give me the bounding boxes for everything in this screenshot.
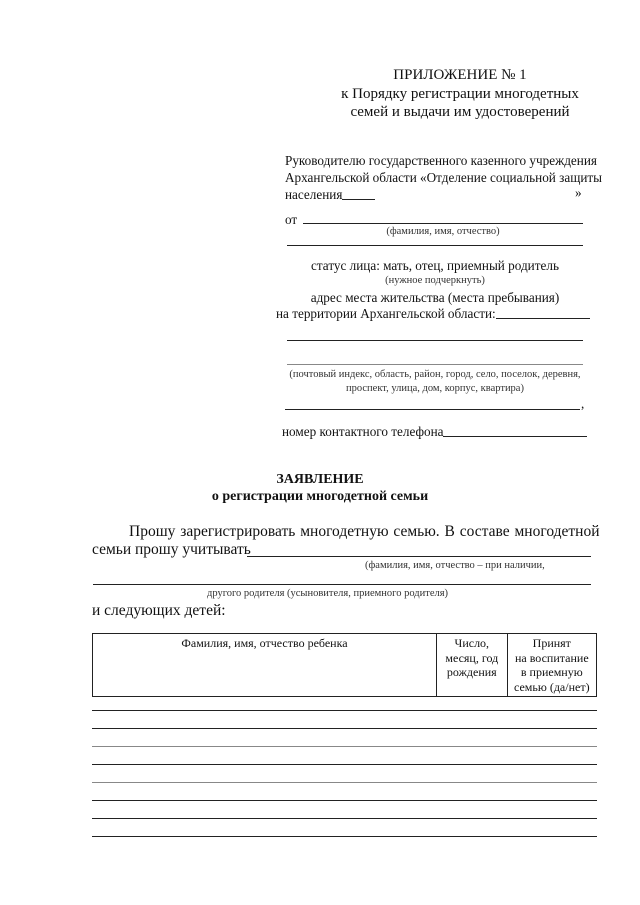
body-line-1: Прошу зарегистрировать многодетную семью. В составе многодетной: [129, 523, 600, 540]
header-foster-line-4: семью (да/нет): [514, 679, 590, 694]
body-hint-1: (фамилия, имя, отчество – при наличии,: [365, 560, 545, 571]
child-entry-line[interactable]: [92, 710, 597, 711]
phone-label: номер контактного телефона: [282, 424, 444, 439]
body-line-3: и следующих детей:: [92, 602, 226, 619]
header-full-name: Фамилия, имя, отчество ребенка: [93, 634, 437, 697]
appendix-line-3: семей и выдачи им удостоверений: [350, 104, 570, 120]
address-field-1[interactable]: [496, 318, 590, 319]
status-text: статус лица: мать, отец, приемный родитель: [311, 258, 559, 273]
header-foster: [507, 634, 596, 697]
appendix-line-2: к Порядку регистрации многодетных: [341, 86, 579, 102]
address-line-1: адрес места жительства (места пребывания): [310, 290, 560, 305]
address-field-2[interactable]: [287, 340, 583, 341]
header-foster-line-3: в приемную: [520, 665, 583, 679]
from-label: от: [285, 212, 298, 227]
header-birth-date-line-3: рождения: [446, 665, 497, 679]
phone-field[interactable]: [443, 436, 587, 437]
address-line-2: на территории Архангельской области:: [276, 306, 496, 321]
child-entry-line[interactable]: [92, 764, 597, 765]
address-field-3[interactable]: [287, 364, 583, 365]
address-hint-1: (почтовый индекс, область, район, город, село, поселок, деревня,: [289, 369, 581, 380]
header-birth-date-line-1: Число,: [454, 636, 490, 650]
family-member-field-1[interactable]: [247, 556, 591, 557]
department-name-blank[interactable]: [342, 199, 375, 200]
child-entry-line[interactable]: [92, 836, 597, 837]
addressee-line-3-suffix: »: [575, 185, 582, 200]
from-name-field[interactable]: [303, 223, 583, 224]
from-hint: (фамилия, имя, отчество): [386, 226, 500, 237]
addressee-line-2: Архангельской области «Отделение социальной защиты: [285, 170, 603, 185]
appendix-title: ПРИЛОЖЕНИЕ № 1: [393, 67, 527, 83]
header-foster-line-1: Принят: [532, 636, 571, 650]
table-header-row: [93, 634, 597, 697]
family-member-field-2[interactable]: [93, 584, 591, 585]
child-entry-line[interactable]: [92, 746, 597, 747]
address-hint-2: проспект, улица, дом, корпус, квартира): [346, 383, 524, 394]
address-comma: ,: [581, 396, 585, 411]
from-name-field-2[interactable]: [287, 245, 583, 246]
statement-subtitle: о регистрации многодетной семьи: [211, 489, 429, 504]
address-field-4[interactable]: [285, 409, 580, 410]
body-hint-2: другого родителя (усыновителя, приемного родителя): [207, 588, 449, 599]
header-birth-date-line-2: месяц, год: [445, 650, 499, 665]
child-entry-line[interactable]: [92, 800, 597, 801]
children-table: [92, 633, 597, 697]
child-entry-line[interactable]: [92, 818, 597, 819]
child-entry-line[interactable]: [92, 728, 597, 729]
body-line-2: семьи прошу учитывать: [92, 541, 251, 558]
header-foster-line-2: на воспитание: [514, 650, 589, 665]
child-entry-line[interactable]: [92, 782, 597, 783]
statement-title: ЗАЯВЛЕНИЕ: [276, 472, 364, 487]
header-birth-date: [436, 634, 507, 697]
addressee-line-3-prefix: населения: [285, 187, 343, 202]
status-hint: (нужное подчеркнуть): [385, 275, 485, 286]
addressee-line-1: Руководителю государственного казенного учреждения: [285, 153, 597, 168]
